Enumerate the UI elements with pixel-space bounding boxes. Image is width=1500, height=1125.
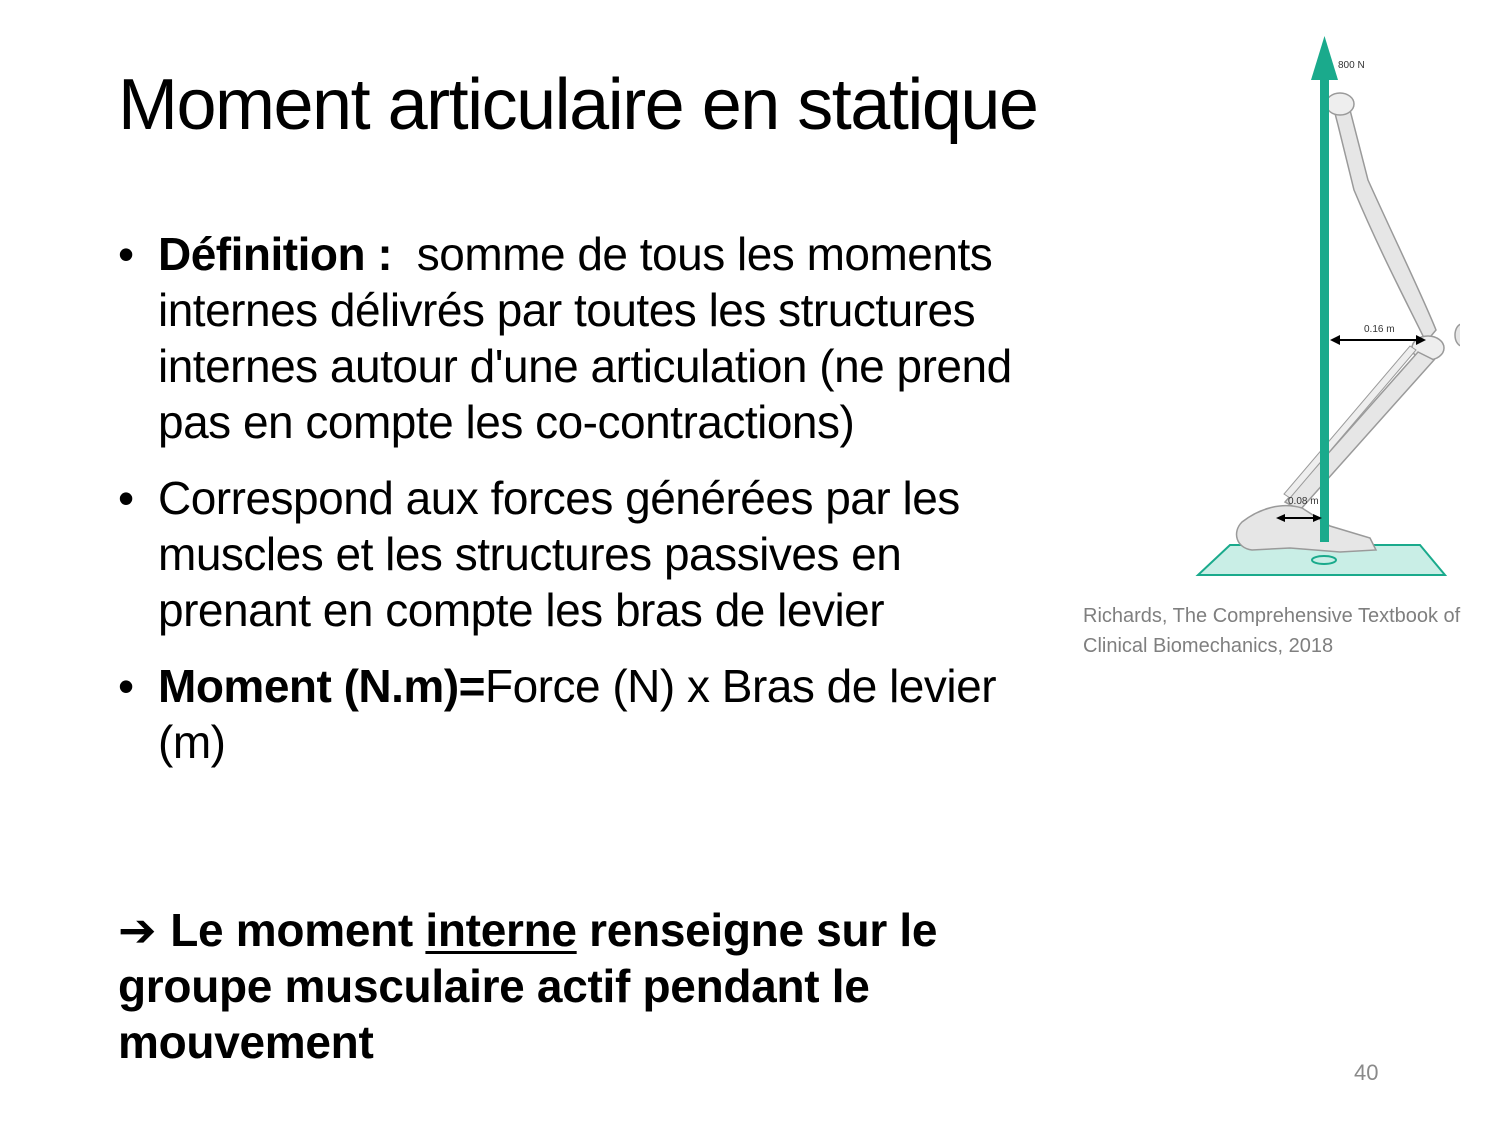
femur-head [1326,93,1354,115]
leg-diagram [1190,30,1460,582]
knee-arm-label: 0.16 m [1364,324,1395,335]
conclusion-underlined: interne [425,904,577,956]
knee-arm-head-left [1330,335,1340,345]
bullet-dot: • [118,472,134,524]
conclusion [118,902,1063,1070]
conclusion-after: renseigne sur le groupe musculaire actif pendant le mouvement [118,904,950,1068]
bullet-forces [118,470,1063,638]
bullet-formula [118,658,1063,770]
conclusion-before: Le moment [170,904,426,956]
bullet-list [118,226,1063,790]
slide-title: Moment articulaire en statique [118,65,1038,145]
force-vector-head [1311,36,1338,80]
bullet-definition [118,226,1063,450]
bullet-dot: • [118,660,134,712]
bullet-definition-bold: Définition : [158,228,393,280]
bullet-definition-text: somme de tous les moments internes délivrés par toutes les structures internes autour d'une articulation (ne prend pas en compte les co-contractions) [158,228,1024,448]
force-vector-shaft [1320,74,1329,542]
right-arrow-icon: ➔ [118,904,157,956]
tibia-bone [1285,352,1434,510]
figure-caption: Richards, The Comprehensive Textbook of Clinical Biomechanics, 2018 [1083,605,1461,657]
patella-bone [1455,324,1460,346]
bullet-forces-text: Correspond aux forces générées par les muscles et les structures passives en prenant en compte les bras de levier [158,472,960,636]
page-number: 40 [1354,1060,1379,1085]
ankle-arm-label: 0.08 m [1288,496,1319,507]
leg-force-figure [1190,30,1460,582]
bullet-dot: • [118,228,134,280]
bullet-formula-text: Force (N) x Bras de levier (m) [158,660,997,768]
foot-bones [1237,506,1376,552]
bullet-formula-bold: Moment (N.m)= [158,660,485,712]
fibula-bone [1284,346,1416,498]
force-label: 800 N [1338,60,1365,71]
femur-bone [1332,96,1436,342]
